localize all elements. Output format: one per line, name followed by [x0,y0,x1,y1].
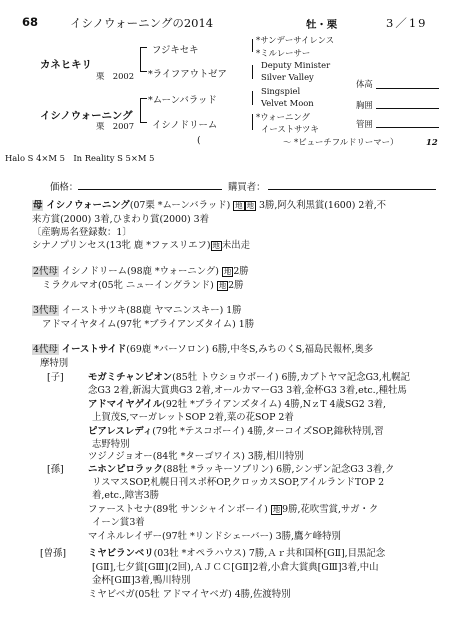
entry-record: (79牝 *テスコボーイ) 4勝,ターコイズSOP,錦秋特別,習 [152,426,384,437]
dsd: Velvet Moon [261,98,314,108]
entry-cont: リスマスSOP,札幌日刊スポ杯OP,クロッカスSOP,アイルランドTOP 2 [92,477,385,488]
local-race-icon: 地 [272,505,281,514]
height-label: 体高 [356,79,373,89]
dss: Singspiel [261,86,301,96]
cannon-field[interactable] [376,127,439,128]
local-race-icon: 地 [235,201,243,210]
tag-great: [曽孫] [40,548,67,559]
entry-line [88,528,341,542]
tag-grand: [孫] [47,464,64,475]
sds: Deputy Minister [261,60,331,70]
entry-name: ミヤビランベリ [88,548,154,559]
girth-label: 胸囲 [356,100,373,110]
entry-record: (85牡 トウショウボーイ) 6勝,カブトヤマ記念G3,札幌記 [172,372,411,383]
sss: *サンデーサイレンス [256,35,335,45]
inbreeding: Halo S 4×M 5 In Reality S 5×M 5 [5,153,155,163]
entry-line [88,423,384,437]
entry-record: (92牡 *ブライアンズタイム) 4勝,NｚT 4歳SG2 3着, [162,399,387,410]
horse-title: イシノウォーニングの2014 [70,16,214,30]
gen3-line2: アドマイヤタイム(97牝 *ブライアンズタイム) 1勝 [42,319,255,330]
gen3-badge: 3代母 [33,305,58,316]
gen2-name: イシノドリーム(98鹿 *ウォーニング) [61,266,219,277]
entry-name: ニホンピロラック [88,464,163,475]
ddd: イーストサツキ [261,124,319,134]
gen2-line1 [32,263,249,277]
dam-line3: 〔産駒馬名登録数：1〕 [32,227,132,238]
entry-line [88,501,378,515]
entry-cont: 上賀茂S,マーガレットSOP 2着,菜の花SOP 2着 [92,412,294,423]
family-open: ( [197,135,201,146]
dds: *ウォーニング [256,112,310,122]
entry-name: ピアレスレディ [88,426,153,437]
entry-record: (97牡 *リンドシェーバー) 3勝,鷹ケ峰特別 [162,531,341,542]
entry-line [88,545,385,559]
entry-name: ファーストセナ [88,504,153,515]
entry-record: (03牡 *オペラハウス) 7勝,Ａｒ共和国杯[GⅡ],目黒記念 [153,548,386,559]
sire-detail: 栗 2002 [96,71,135,81]
local-race-icon: 地 [212,241,220,250]
entry-name: ツジノジョオー [88,451,153,462]
entry-record: (84牝 *ターゴワイス) 3勝,相川特別 [152,451,304,462]
entry-cont: 着,etc.,障害3勝 [92,490,159,501]
height-field[interactable] [376,88,439,89]
entry-cont: 金杯[GⅢ]3着,鴨川特別 [92,575,191,586]
entry-cont: 志野特別 [92,439,130,450]
gen3-line1 [32,302,242,316]
dam-line4 [32,237,250,251]
gen4-line1 [32,341,373,355]
sire-dam: *ライフアウトゼア [148,69,227,80]
family-line: ～ *ビューチフルドリーマー） [283,137,399,147]
cannon-label: 管囲 [356,119,373,129]
entry-record-2: 9勝,花吹雪賞,サガ・ク [282,504,379,515]
girth-field[interactable] [376,108,439,109]
entry-name: マイネルレイザー [88,531,163,542]
dam-sire: *ムーンバラッド [148,95,217,106]
entry-name: ミヤビベガ [88,589,135,600]
dam-line-name: イシノウォーニング [46,200,130,211]
entry-line [88,461,394,475]
entry-cont: [GⅡ],七夕賞[GⅢ](2回),ＡＪＣＣ[GⅡ]2着,小倉大賞典[GⅢ]3着,中山 [92,562,379,573]
dam-offspring: シナノプリンセス(13牝 鹿 *ファスリエフ) [32,240,211,251]
local-race-icon: 地 [223,267,232,276]
ssd: *ミルレーサー [256,48,311,58]
price-field[interactable] [78,189,222,190]
entry-line [88,369,410,383]
entry-line [88,586,291,600]
gen2-offspring-record: 2勝 [228,280,244,291]
dam-badge: 母 [33,200,43,211]
tag-child: [子] [47,372,64,383]
gen4-badge: 4代母 [33,344,58,355]
dam-dam: イシノドリーム [152,120,218,131]
dam-offspring-status: 未出走 [221,240,251,251]
entry-line [88,448,304,462]
sire-sire: フジキセキ [152,45,199,56]
gen4-line2: 摩特別 [40,358,69,369]
entry-name: モガミチャンピオン [88,372,173,383]
dam-line2: 来方賞(2000) 3着,ひまわり賞(2000) 3着 [32,214,209,225]
gen2-offspring: ミラクルマオ(05牝 ニューイングランド) [42,280,214,291]
entry-name: アドマイヤゲイル [88,399,163,410]
entry-line [88,396,386,410]
dam-section-line1 [32,197,386,211]
dam-detail: 栗 2007 [96,121,135,131]
buyer-field[interactable] [268,189,436,190]
lot-number: 68 [22,15,39,29]
entry-record: (05牡 アドマイヤベガ) 4勝,佐渡特別 [134,589,291,600]
gen2-record: 2勝 [233,266,249,277]
family-number: 12 [426,137,438,147]
sire-name: カネヒキリ [40,59,92,71]
sdd: Silver Valley [261,72,314,82]
gen4-name: イーストサイド [61,344,127,355]
entry-record: (88牡 *ラッキーソブリン) 6勝,シンザン記念G3 3着,ク [162,464,395,475]
sex-color: 牡・栗 [306,19,338,31]
dam-name: イシノウォーニング [40,110,133,122]
gen2-line2 [42,277,244,291]
entry-record: (89牝 サンシャインボーイ) [152,504,268,515]
entry-cont: イーン賞3着 [92,517,145,528]
local-race-icon: 地 [246,201,255,210]
price-label: 価格： [50,182,79,193]
dam-line-parentage: (07栗 *ムーンバラッド) [129,200,231,211]
buyer-label: 購買者： [228,182,266,193]
dam-line-record: 3勝,阿久利黒賞(1600) 2着,不 [259,200,387,211]
gen2-badge: 2代母 [33,266,58,277]
local-race-icon: 地 [218,281,227,290]
entry-cont: 念G3 2着,新潟大賞典G3 2着,オールカマーG3 3着,金杯G3 3着,etc.,種牡馬 [88,385,407,396]
foaling-date: 3／19 [386,16,428,30]
gen4-record: (69鹿 *バーソロン) 6勝,中冬S,みちのくS,福島民報杯,奥多 [126,344,374,355]
gen3-name: イーストサツキ(88鹿 ヤマニンスキー) 1勝 [61,305,242,316]
